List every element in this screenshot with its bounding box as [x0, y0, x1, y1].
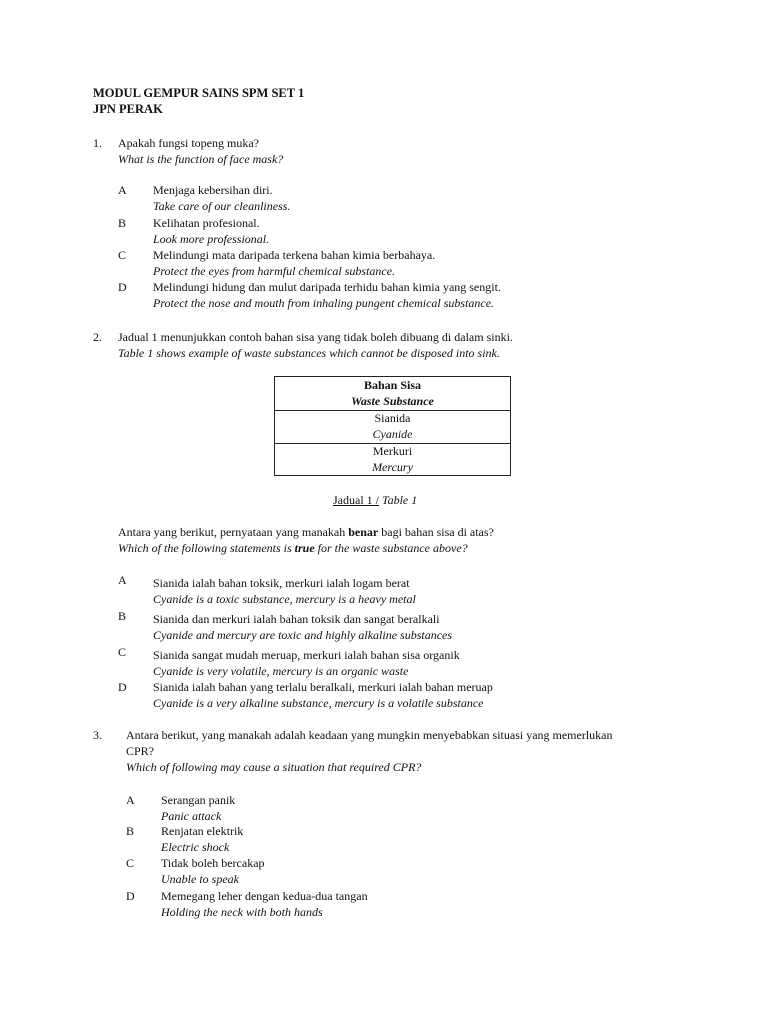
- option-letter: D: [126, 889, 135, 903]
- option-text-ms: Sianida ialah bahan yang terlalu beralkali, merkuri ialah bahan meruap: [153, 680, 493, 694]
- question-stem-en: Which of following may cause a situation that required CPR?: [126, 760, 422, 774]
- option-letter: B: [118, 216, 127, 230]
- question-intro-en: Table 1 shows example of waste substances which cannot be disposed into sink.: [118, 346, 500, 360]
- table-header-en: Waste Substance: [351, 394, 434, 408]
- option-letter: B: [118, 609, 127, 623]
- option-text-en: Cyanide is a toxic substance, mercury is a heavy metal: [153, 592, 416, 606]
- option-text-ms: Menjaga kebersihan diri.: [153, 183, 273, 197]
- stem-text: for the waste substance above?: [314, 541, 468, 555]
- option-text-ms: Tidak boleh bercakap: [161, 856, 265, 870]
- stem-emphasis: true: [294, 541, 315, 555]
- option-text-en: Cyanide is very volatile, mercury is an organic waste: [153, 664, 409, 678]
- option-text-ms: Serangan panik: [161, 793, 236, 807]
- option-text-ms: Sianida sangat mudah meruap, merkuri ialah bahan sisa organik: [153, 648, 460, 662]
- option-text-en: Protect the nose and mouth from inhaling pungent chemical substance.: [153, 296, 495, 310]
- option-text-ms: Kelihatan profesional.: [153, 216, 260, 230]
- option-text-ms: Sianida dan merkuri ialah bahan toksik dan sangat beralkali: [153, 612, 440, 626]
- question-stem-ms: Apakah fungsi topeng muka?: [118, 136, 259, 150]
- option-text-en: Cyanide is a very alkaline substance, mercury is a volatile substance: [153, 696, 484, 710]
- table-cell-en: Cyanide: [372, 427, 413, 441]
- table-caption: [333, 492, 417, 508]
- question-number: 2.: [93, 330, 102, 344]
- option-letter: C: [118, 248, 127, 262]
- question-intro-ms: Jadual 1 menunjukkan contoh bahan sisa yang tidak boleh dibuang di dalam sinki.: [118, 330, 513, 344]
- table-cell-en: Mercury: [372, 460, 413, 474]
- option-text-en: Cyanide and mercury are toxic and highly alkaline substances: [153, 628, 453, 642]
- table-cell-ms: Merkuri: [372, 444, 413, 458]
- option-text-en: Panic attack: [161, 809, 222, 823]
- table-header-ms: Bahan Sisa: [363, 378, 422, 392]
- option-letter: A: [118, 183, 127, 197]
- option-letter: C: [126, 856, 135, 870]
- option-text-en: Take care of our cleanliness.: [153, 199, 291, 213]
- option-text-en: Unable to speak: [161, 872, 239, 886]
- option-text-ms: Sianida ialah bahan toksik, merkuri ialah logam berat: [153, 576, 410, 590]
- option-letter: A: [118, 573, 127, 587]
- stem-text: bagi bahan sisa di atas?: [378, 525, 494, 539]
- stem-text: Antara yang berikut, pernyataan yang manakah: [118, 525, 349, 539]
- option-text-ms: Melindungi hidung dan mulut daripada terhidu bahan kimia yang sengit.: [153, 280, 501, 294]
- option-text-ms: Melindungi mata daripada terkena bahan kimia berbahaya.: [153, 248, 436, 262]
- option-letter: D: [118, 680, 127, 694]
- option-text-ms: Renjatan elektrik: [161, 824, 244, 838]
- question-stem-ms-continued: CPR?: [126, 744, 155, 758]
- table-caption-ms: Jadual 1 /: [333, 493, 379, 507]
- question-number: 1.: [93, 136, 102, 150]
- waste-substance-table: [274, 376, 511, 476]
- stem-text: Which of the following statements is: [118, 541, 295, 555]
- table-caption-en: Table 1: [382, 493, 418, 507]
- question-stem-ms: Antara berikut, yang manakah adalah keadaan yang mungkin menyebabkan situasi yang memerlukan: [126, 728, 613, 742]
- option-letter: A: [126, 793, 135, 807]
- option-text-en: Protect the eyes from harmful chemical substance.: [153, 264, 396, 278]
- option-text-en: Electric shock: [161, 840, 230, 854]
- option-letter: C: [118, 645, 127, 659]
- option-text-en: Look more professional.: [153, 232, 270, 246]
- option-text-en: Holding the neck with both hands: [161, 905, 323, 919]
- document-subtitle: JPN PERAK: [93, 102, 163, 116]
- stem-emphasis: benar: [348, 525, 379, 539]
- question-stem-en: [118, 540, 468, 556]
- question-number: 3.: [93, 728, 102, 742]
- question-stem-ms: [118, 524, 494, 540]
- document-title: MODUL GEMPUR SAINS SPM SET 1: [93, 86, 305, 100]
- question-stem-en: What is the function of face mask?: [118, 152, 284, 166]
- option-letter: B: [126, 824, 135, 838]
- option-letter: D: [118, 280, 127, 294]
- table-cell-ms: Sianida: [374, 411, 411, 425]
- option-text-ms: Memegang leher dengan kedua-dua tangan: [161, 889, 368, 903]
